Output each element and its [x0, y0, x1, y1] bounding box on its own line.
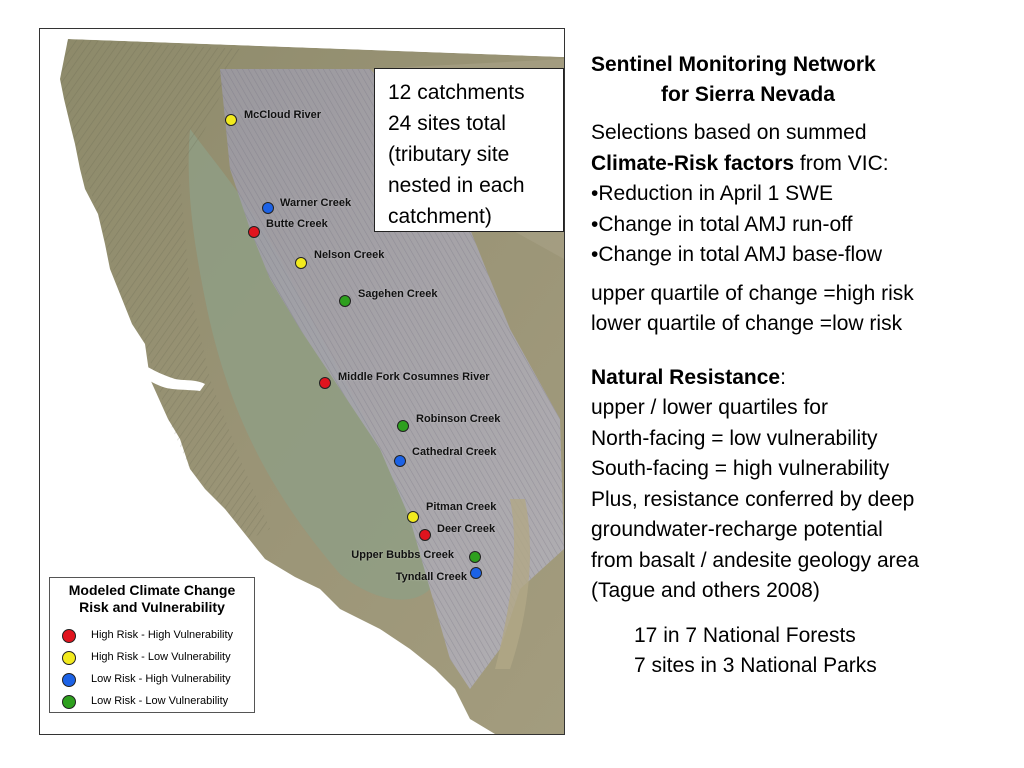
site-label: Pitman Creek [426, 501, 497, 513]
resistance-line: Plus, resistance conferred by deep [591, 487, 915, 511]
site-label: McCloud River [244, 109, 322, 121]
selection-criteria [591, 118, 1011, 271]
site-marker-icon [407, 511, 419, 523]
site-label: Tyndall Creek [395, 571, 467, 583]
legend-title [50, 582, 254, 616]
resistance-line: groundwater-recharge potential [591, 518, 883, 541]
legend-label: Low Risk - Low Vulnerability [91, 695, 229, 707]
site-marker-icon [248, 226, 260, 238]
red-circle-icon [62, 629, 76, 643]
info-line: nested in each [388, 174, 525, 197]
natural-resistance-section [591, 363, 1011, 607]
bullet-item: •Reduction in April 1 SWE [591, 182, 833, 205]
site-label: Sagehen Creek [358, 288, 438, 300]
info-line: 24 sites total [388, 112, 506, 135]
selections-factors-line [591, 149, 1011, 180]
site-label: Warner Creek [280, 197, 352, 209]
selections-source: from VIC: [794, 151, 889, 175]
catchment-info-box [374, 68, 564, 232]
map-legend [49, 577, 255, 713]
site-label: Butte Creek [266, 218, 328, 230]
resistance-line: North-facing = low vulnerability [591, 426, 878, 450]
title-line-1: Sentinel Monitoring Network [591, 53, 876, 76]
site-label: Upper Bubbs Creek [351, 549, 454, 561]
site-marker-icon [339, 295, 351, 307]
description-panel [591, 50, 1011, 682]
info-line: catchment) [388, 205, 492, 228]
site-summary [591, 621, 1011, 682]
site-label: Cathedral Creek [412, 446, 497, 458]
page-title [591, 50, 1011, 110]
site-label: Robinson Creek [416, 413, 501, 425]
green-circle-icon [62, 695, 76, 709]
legend-label: High Risk - Low Vulnerability [91, 651, 231, 663]
resistance-heading-text: Natural Resistance [591, 365, 781, 389]
site-marker-icon [262, 202, 274, 214]
site-label: Nelson Creek [314, 249, 385, 261]
bullet-item: •Change in total AMJ run-off [591, 212, 853, 236]
site-marker-icon [394, 455, 406, 467]
resistance-colon: : [780, 365, 786, 389]
quartile-definitions [591, 279, 1011, 340]
summary-line: 17 in 7 National Forests [634, 623, 856, 647]
site-marker-icon [319, 377, 331, 389]
resistance-line: (Tague and others 2008) [591, 579, 820, 602]
title-line-2: for Sierra Nevada [661, 83, 835, 106]
quartile-line: lower quartile of change =low risk [591, 312, 903, 335]
info-line: (tributary site [388, 143, 510, 166]
resistance-heading [591, 363, 1011, 394]
legend-title-line: Modeled Climate Change [68, 582, 236, 598]
info-line: 12 catchments [388, 81, 525, 104]
blue-circle-icon [62, 673, 76, 687]
site-marker-icon [295, 257, 307, 269]
site-marker-icon [469, 551, 481, 563]
site-marker-icon [225, 114, 237, 126]
climate-risk-factors-label: Climate-Risk factors [591, 151, 795, 175]
bullet-item: •Change in total AMJ base-flow [591, 243, 883, 266]
legend-title-line: Risk and Vulnerability [79, 599, 225, 615]
summary-line: 7 sites in 3 National Parks [634, 654, 877, 677]
yellow-circle-icon [62, 651, 76, 665]
site-label: Deer Creek [437, 523, 496, 535]
site-label: Middle Fork Cosumnes River [338, 371, 490, 383]
site-marker-icon [470, 567, 482, 579]
legend-label: Low Risk - High Vulnerability [91, 673, 231, 685]
legend-label: High Risk - High Vulnerability [91, 629, 234, 641]
resistance-line: South-facing = high vulnerability [591, 457, 890, 480]
selections-intro: Selections based on summed [591, 121, 867, 144]
quartile-line: upper quartile of change =high risk [591, 281, 914, 305]
resistance-line: upper / lower quartiles for [591, 396, 828, 419]
resistance-line: from basalt / andesite geology area [591, 548, 920, 572]
site-marker-icon [419, 529, 431, 541]
site-marker-icon [397, 420, 409, 432]
